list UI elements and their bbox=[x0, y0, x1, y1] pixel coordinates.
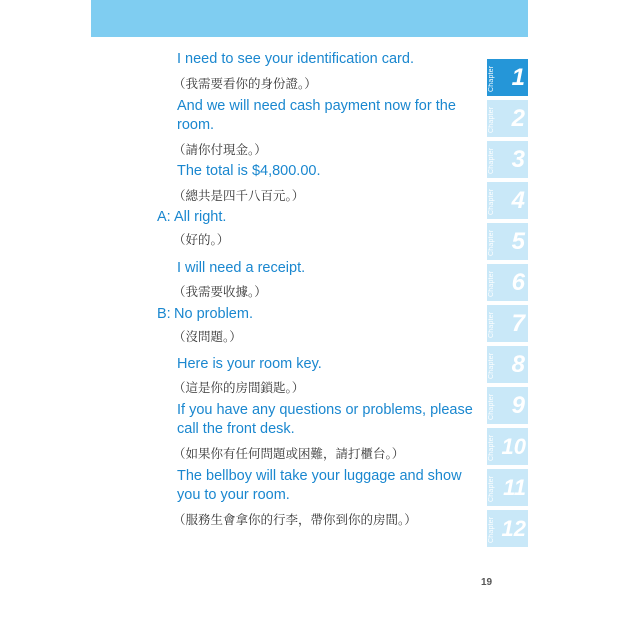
chapter-tab-number: 8 bbox=[511, 351, 525, 378]
chinese-line: （總共是四千八百元。） bbox=[173, 188, 305, 203]
speaker-label: A: bbox=[157, 209, 171, 225]
english-line-cont: you to your room. bbox=[177, 487, 290, 503]
english-line: All right. bbox=[174, 209, 227, 225]
chapter-tab-label: Chapter bbox=[488, 516, 495, 543]
chinese-line: （請你付現金。） bbox=[173, 142, 267, 157]
chapter-tab-3[interactable] bbox=[487, 141, 528, 178]
english-line: I will need a receipt. bbox=[177, 260, 306, 276]
english-line: I need to see your identification card. bbox=[177, 51, 414, 67]
chapter-tab-number: 9 bbox=[511, 392, 525, 419]
chapter-tab-number: 4 bbox=[511, 187, 525, 214]
chapter-tab-label: Chapter bbox=[488, 311, 495, 338]
english-line: The bellboy will take your luggage and show bbox=[177, 468, 462, 484]
english-line: If you have any questions or problems, please bbox=[177, 402, 473, 418]
chinese-line: （我需要收據。） bbox=[173, 284, 267, 299]
chapter-tab-label: Chapter bbox=[488, 270, 495, 297]
chapter-tab-label: Chapter bbox=[488, 65, 495, 92]
english-line: No problem. bbox=[174, 306, 253, 322]
chapter-tab-label: Chapter bbox=[488, 106, 495, 133]
chapter-tab-label: Chapter bbox=[488, 434, 495, 461]
page-number: 19 bbox=[481, 577, 493, 588]
chapter-tab-10[interactable] bbox=[487, 428, 528, 465]
chinese-line: （沒問題。） bbox=[173, 329, 242, 344]
chapter-tab-number: 10 bbox=[501, 434, 526, 459]
chapter-tab-number: 2 bbox=[511, 105, 525, 132]
chapter-tab-6[interactable] bbox=[487, 264, 528, 301]
chinese-line: （好的。） bbox=[173, 232, 230, 247]
chinese-line: （我需要看你的身份證。） bbox=[173, 76, 317, 91]
chinese-line: （這是你的房間鎖匙。） bbox=[173, 380, 305, 395]
chinese-line: （服務生會拿你的行李，帶你到你的房間。） bbox=[173, 512, 417, 527]
chapter-tab-number: 11 bbox=[503, 475, 526, 500]
chapter-tab-5[interactable] bbox=[487, 223, 528, 260]
chapter-tab-number: 3 bbox=[511, 146, 525, 173]
chapter-tab-number: 12 bbox=[501, 516, 526, 541]
chapter-tab-label: Chapter bbox=[488, 393, 495, 420]
chapter-tab-number: 5 bbox=[511, 228, 525, 255]
chapter-tab-12[interactable] bbox=[487, 510, 528, 547]
chapter-tab-label: Chapter bbox=[488, 147, 495, 174]
chapter-tab-label: Chapter bbox=[488, 475, 495, 502]
chinese-line: （如果你有任何問題或困難，請打櫃台。） bbox=[173, 446, 405, 461]
english-line: The total is $4,800.00. bbox=[177, 163, 321, 179]
english-line: And we will need cash payment now for the bbox=[177, 98, 456, 114]
chapter-tab-11[interactable] bbox=[487, 469, 528, 506]
chapter-tab-label: Chapter bbox=[488, 352, 495, 379]
chapter-tab-8[interactable] bbox=[487, 346, 528, 383]
chapter-tab-number: 1 bbox=[511, 64, 525, 91]
chapter-tab-number: 7 bbox=[511, 310, 525, 337]
chapter-tab-1[interactable] bbox=[487, 59, 528, 96]
chapter-tab-label: Chapter bbox=[488, 188, 495, 215]
chapter-tab-7[interactable] bbox=[487, 305, 528, 342]
chapter-tab-9[interactable] bbox=[487, 387, 528, 424]
chapter-tab-4[interactable] bbox=[487, 182, 528, 219]
chapter-tab-label: Chapter bbox=[488, 229, 495, 256]
chapter-tab-2[interactable] bbox=[487, 100, 528, 137]
english-line-cont: call the front desk. bbox=[177, 421, 295, 437]
english-line-cont: room. bbox=[177, 117, 215, 133]
speaker-label: B: bbox=[157, 306, 171, 322]
chapter-tab-number: 6 bbox=[511, 269, 525, 296]
english-line: Here is your room key. bbox=[177, 356, 322, 372]
